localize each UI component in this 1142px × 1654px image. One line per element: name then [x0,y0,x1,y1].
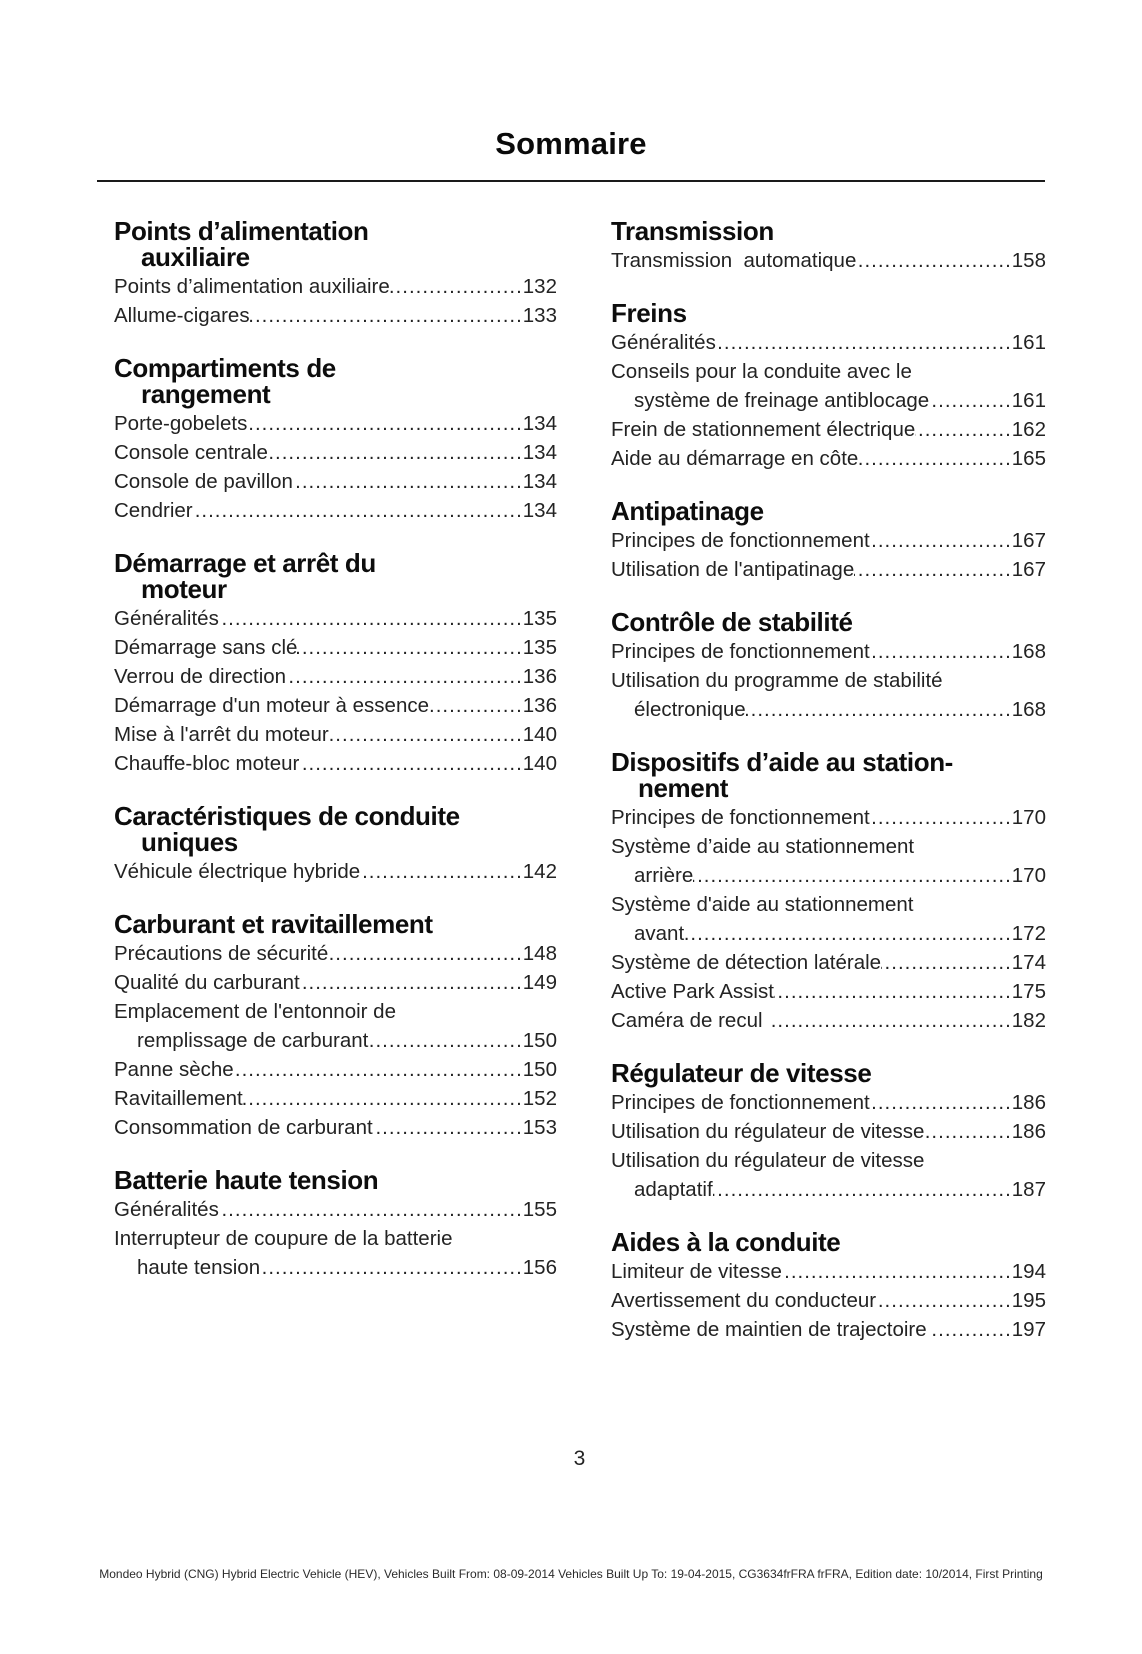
section-heading [611,218,1046,244]
heading-line: uniques [141,827,238,857]
entry-label: Principes de fonctionnement [611,806,870,829]
section-heading [611,300,1046,326]
entry-page-number: 162 [1011,418,1046,441]
toc-section [114,355,557,525]
toc-entry[interactable] [114,1084,557,1113]
leader-dots [300,968,523,997]
heading-line: Antipatinage [611,496,764,526]
entry-row [114,939,557,968]
entry-page-number: 182 [1011,1009,1046,1032]
toc-entry[interactable] [114,301,557,330]
section-heading [611,609,1046,635]
entry-page-number: 167 [1011,529,1046,552]
entry-row [114,604,557,633]
entry-label: Frein de stationnement électrique [611,418,916,441]
leader-dots [250,301,523,330]
entry-label: Précautions de sécurité [114,942,329,965]
entry-row [114,1113,557,1142]
toc-entry[interactable] [611,890,1046,948]
toc-column [114,218,557,1344]
entry-text-line: Interrupteur de coupure de la batterie [114,1227,453,1250]
entry-text-line: Utilisation du programme de stabilité [611,669,943,692]
heading-line: Compartiments de [114,353,336,383]
leader-dots [360,857,523,886]
entry-row [611,695,1046,724]
leader-dots [870,803,1012,832]
toc-entry[interactable] [611,246,1046,275]
entry-row [114,633,557,662]
entry-text-line: Système d'aide au stationnement [611,893,914,916]
toc-section [114,803,557,886]
entry-page-number: 134 [522,470,557,493]
heading-line: Carburant et ravitaillement [114,909,433,939]
toc-section [114,550,557,778]
leader-dots [193,496,523,525]
entry-page-number: 186 [1011,1120,1046,1143]
section-heading [114,1167,557,1193]
leader-dots [929,386,1012,415]
heading-line: Régulateur de vitesse [611,1058,872,1088]
toc-section [611,1060,1046,1204]
entry-label: Principes de fonctionnement [611,640,870,663]
toc-entry[interactable] [114,633,557,662]
entry-page-number: 133 [522,304,557,327]
toc-section [114,911,557,1142]
entry-label: Principes de fonctionnement [611,1091,870,1114]
toc-section [611,218,1046,275]
toc-entry[interactable] [611,1117,1046,1146]
toc-entry[interactable] [611,832,1046,890]
leader-dots [268,438,523,467]
entry-row [611,386,1046,415]
heading-line: Batterie haute tension [114,1165,379,1195]
leader-dots [870,637,1012,666]
entry-row [611,948,1046,977]
footer-text: Mondeo Hybrid (CNG) Hybrid Electric Vehicle (HEV), Vehicles Built From: 08-09-2014 Vehicles Built Up To: 19-04-2015, CG3634frFRA frFRA, Edition date: 10/2014, First Printing [99,1567,1043,1581]
entry-row [114,968,557,997]
entry-page-number: 172 [1011,922,1046,945]
leader-dots [858,444,1011,473]
toc-columns [114,218,1045,1344]
entry-page-number: 140 [522,723,557,746]
entry-label: Active Park Assist [611,980,774,1003]
entry-row [611,1117,1046,1146]
entry-page-number: 155 [522,1198,557,1221]
heading-line: Freins [611,298,687,328]
leader-dots [329,720,523,749]
toc-entry[interactable] [611,1286,1046,1315]
heading-line: Dispositifs d’aide au station- [611,747,953,777]
entry-label: avant [634,922,685,945]
toc-entry[interactable] [611,948,1046,977]
entry-label: Porte-gobelets [114,412,248,435]
entry-row [611,1257,1046,1286]
section-heading [611,498,1046,524]
toc-entry[interactable] [611,357,1046,415]
toc-entry[interactable] [114,604,557,633]
entry-row [611,328,1046,357]
entry-label: Consommation de carburant [114,1116,373,1139]
entry-label: Transmission automatique [611,249,857,272]
entry-row [611,977,1046,1006]
entry-page-number: 195 [1011,1289,1046,1312]
entry-text-line: Emplacement de l'entonnoir de [114,1000,396,1023]
page-number: 3 [573,1447,586,1470]
toc-entry[interactable] [114,939,557,968]
leader-dots [870,1088,1012,1117]
leader-dots [247,409,522,438]
leader-dots [716,328,1012,357]
toc-entry[interactable] [611,415,1046,444]
toc-entry[interactable] [611,1088,1046,1117]
leader-dots [693,861,1012,890]
entry-label: Console de pavillon [114,470,293,493]
leader-dots [768,1006,1012,1035]
entry-page-number: 168 [1011,698,1046,721]
entry-page-number: 187 [1011,1178,1046,1201]
entry-page-number: 149 [522,971,557,994]
leader-dots [297,633,522,662]
entry-label: Points d’alimentation auxiliaire [114,275,390,298]
toc-column [611,218,1046,1344]
entry-label: Avertissement du conducteur [611,1289,877,1312]
section-heading [114,911,557,937]
entry-row [114,1055,557,1084]
heading-line: auxiliaire [141,242,250,272]
entry-page-number: 168 [1011,640,1046,663]
entry-row [611,803,1046,832]
leader-dots [856,246,1011,275]
entry-label: Chauffe-bloc moteur [114,752,300,775]
entry-page-number: 132 [522,275,557,298]
entry-label: Système de détection latérale [611,951,882,974]
entry-label: Panne sèche [114,1058,234,1081]
leader-dots [870,526,1012,555]
leader-dots [260,1253,523,1282]
entry-row [611,246,1046,275]
heading-line: Caractéristiques de conduite [114,801,460,831]
heading-line: Points d’alimentation [114,216,369,246]
toc-entry[interactable] [611,555,1046,584]
entry-row [611,861,1046,890]
leader-dots [390,272,523,301]
toc-section [611,609,1046,724]
leader-dots [881,948,1012,977]
entry-page-number: 156 [522,1256,557,1279]
entry-label: Console centrale [114,441,268,464]
entry-page-number: 153 [522,1116,557,1139]
page-title: Sommaire [495,126,647,161]
leader-dots [373,1113,523,1142]
toc-section [611,300,1046,473]
entry-label: Limiteur de vitesse [611,1260,782,1283]
entry-label: Mise à l'arrêt du moteur [114,723,329,746]
toc-entry[interactable] [114,997,557,1055]
entry-label: système de freinage antiblocage [634,389,930,412]
entry-label: Qualité du carburant [114,971,300,994]
toc-entry[interactable] [611,444,1046,473]
entry-label: Cendrier [114,499,193,522]
entry-row [114,691,557,720]
toc-entry[interactable] [114,496,557,525]
toc-entry[interactable] [114,720,557,749]
toc-entry[interactable] [114,1113,557,1142]
entry-page-number: 150 [522,1058,557,1081]
entry-label: Système de maintien de trajectoire [611,1318,933,1341]
entry-page-number: 161 [1011,331,1046,354]
heading-line: Contrôle de stabilité [611,607,853,637]
entry-page-number: 197 [1011,1318,1046,1341]
toc-entry[interactable] [114,1055,557,1084]
toc-entry[interactable] [114,467,557,496]
toc-entry[interactable] [114,857,557,886]
entry-page-number: 194 [1011,1260,1046,1283]
entry-label: Démarrage sans clé [114,636,298,659]
toc-section [611,749,1046,1035]
toc-entry[interactable] [611,1006,1046,1035]
leader-dots [854,555,1012,584]
entry-label: arrière [634,864,694,887]
entry-row [114,301,557,330]
entry-label: adaptatif [634,1178,713,1201]
section-heading [611,1229,1046,1255]
leader-dots [234,1055,523,1084]
entry-row [611,1175,1046,1204]
leader-dots [713,1175,1012,1204]
entry-page-number: 165 [1011,447,1046,470]
toc-entry[interactable] [114,409,557,438]
toc-entry[interactable] [114,1224,557,1282]
leader-dots [293,467,523,496]
toc-entry[interactable] [114,968,557,997]
entry-page-number: 140 [522,752,557,775]
toc-entry[interactable] [611,977,1046,1006]
title-divider [97,180,1045,182]
toc-entry[interactable] [114,749,557,778]
heading-line: Démarrage et arrêt du [114,548,376,578]
entry-row [611,415,1046,444]
entry-row [611,1315,1046,1344]
entry-text-line: Utilisation du régulateur de vitesse [611,1149,925,1172]
entry-row [611,1088,1046,1117]
entry-page-number: 167 [1011,558,1046,581]
toc-entry[interactable] [114,662,557,691]
entry-page-number: 170 [1011,864,1046,887]
entry-label: Aide au démarrage en côte [611,447,859,470]
entry-label: Allume-cigares [114,304,250,327]
entry-row [611,444,1046,473]
heading-line: moteur [141,574,227,604]
toc-entry[interactable] [114,1195,557,1224]
leader-dots [299,749,522,778]
leader-dots [924,1117,1011,1146]
entry-text-line: Système d’aide au stationnement [611,835,915,858]
entry-row [114,857,557,886]
entry-row [114,496,557,525]
section-heading [114,803,557,855]
toc-section [611,1229,1046,1344]
entry-label: Véhicule électrique hybride [114,860,361,883]
toc-entry[interactable] [611,1146,1046,1204]
entry-page-number: 170 [1011,806,1046,829]
leader-dots [286,662,523,691]
toc-entry[interactable] [114,438,557,467]
entry-row [611,555,1046,584]
toc-section [114,218,557,330]
entry-row [114,1253,557,1282]
entry-label: Généralités [611,331,716,354]
section-heading [611,749,1046,801]
section-heading [611,1060,1046,1086]
toc-entry[interactable] [611,1315,1046,1344]
entry-row [611,1006,1046,1035]
leader-dots [746,695,1012,724]
entry-page-number: 134 [522,412,557,435]
leader-dots [368,1026,522,1055]
entry-page-number: 135 [522,636,557,659]
heading-line: rangement [141,379,271,409]
leader-dots [243,1084,523,1113]
leader-dots [328,939,523,968]
leader-dots [219,1195,523,1224]
toc-section [114,1167,557,1282]
entry-row [114,749,557,778]
entry-row [114,720,557,749]
entry-label: Utilisation du régulateur de vitesse [611,1120,925,1143]
toc-section [611,498,1046,584]
entry-page-number: 158 [1011,249,1046,272]
entry-label: Démarrage d'un moteur à essence [114,694,429,717]
entry-page-number: 150 [522,1029,557,1052]
heading-line: nement [638,773,729,803]
entry-page-number: 161 [1011,389,1046,412]
toc-entry[interactable] [114,272,557,301]
entry-label: Ravitaillement [114,1087,243,1110]
entry-label: Utilisation de l'antipatinage [611,558,855,581]
entry-page-number: 174 [1011,951,1046,974]
entry-label: Verrou de direction [114,665,287,688]
entry-row [114,438,557,467]
entry-row [611,526,1046,555]
heading-line: Transmission [611,216,774,246]
entry-label: Généralités [114,607,219,630]
entry-page-number: 175 [1011,980,1046,1003]
entry-page-number: 135 [522,607,557,630]
entry-row [114,409,557,438]
leader-dots [219,604,523,633]
toc-entry[interactable] [611,666,1046,724]
entry-row [114,272,557,301]
toc-entry[interactable] [611,328,1046,357]
toc-entry[interactable] [611,1257,1046,1286]
entry-row [611,1286,1046,1315]
entry-row [114,1026,557,1055]
leader-dots [774,977,1012,1006]
entry-row [114,1195,557,1224]
toc-entry[interactable] [611,526,1046,555]
leader-dots [782,1257,1012,1286]
entry-page-number: 148 [522,942,557,965]
leader-dots [915,415,1012,444]
entry-row [114,467,557,496]
entry-page-number: 142 [522,860,557,883]
toc-entry[interactable] [611,803,1046,832]
entry-label: remplissage de carburant [137,1029,369,1052]
leader-dots [876,1286,1012,1315]
section-heading [114,218,557,270]
leader-dots [684,919,1012,948]
entry-row [611,637,1046,666]
entry-label: Caméra de recul [611,1009,769,1032]
heading-line: Aides à la conduite [611,1227,841,1257]
entry-label: Principes de fonctionnement [611,529,870,552]
entry-page-number: 136 [522,665,557,688]
entry-page-number: 136 [522,694,557,717]
entry-row [114,1084,557,1113]
entry-page-number: 134 [522,499,557,522]
entry-label: électronique [634,698,746,721]
section-heading [114,355,557,407]
entry-page-number: 152 [522,1087,557,1110]
entry-label: haute tension [137,1256,261,1279]
entry-text-line: Conseils pour la conduite avec le [611,360,912,383]
leader-dots [429,691,523,720]
entry-page-number: 186 [1011,1091,1046,1114]
leader-dots [932,1315,1011,1344]
toc-entry[interactable] [611,637,1046,666]
section-heading [114,550,557,602]
toc-entry[interactable] [114,691,557,720]
entry-row [114,662,557,691]
entry-label: Généralités [114,1198,219,1221]
entry-page-number: 134 [522,441,557,464]
entry-row [611,919,1046,948]
